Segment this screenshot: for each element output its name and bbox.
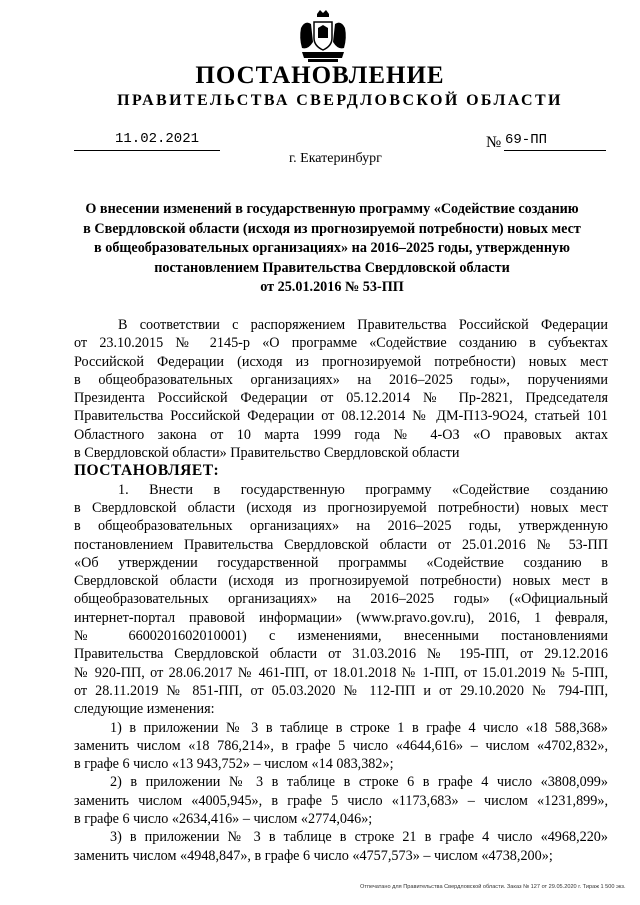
text-line: Российской Федерации (исходя из прогнозируемой потребности) новых мест <box>74 353 608 370</box>
text-line: Свердловской области (исходя из прогнозируемой потребности) новых мест в <box>74 573 608 590</box>
text-line: В соответствии с распоряжением Правительства Российской Федерации <box>118 317 608 333</box>
text-line: Правительства Российской Федерации от 08.12.2014 № ДМ-П13-9О24, статьей 101 <box>74 408 608 425</box>
subitem-3-paragraph <box>74 828 608 865</box>
text-line: 3) в приложении № 3 в таблице в строке 21 в графе 4 число «4968,220» <box>110 829 608 846</box>
print-footer: Отпечатано для Правительства Свердловской области. Заказ № 127 от 29.05.2020 г. Тираж 1 500 экз. <box>360 884 626 890</box>
document-subtitle: ПРАВИТЕЛЬСТВА СВЕРДЛОВСКОЙ ОБЛАСТИ <box>117 92 563 109</box>
subitem-1-paragraph <box>74 719 608 774</box>
text-line: Областного закона от 10 марта 1999 года № 4-ОЗ «О правовых актах <box>74 426 608 443</box>
heading-line: в общеобразовательных организациях» на 2016–2025 годы, утвержденную <box>94 240 570 257</box>
text-line: в графе 6 число «13 943,752» – числом «14 083,382»; <box>74 756 394 773</box>
document-number: 69-ПП <box>505 132 548 148</box>
number-underline <box>504 150 606 151</box>
text-line: «Об утверждении государственной программы «Содействие созданию в <box>74 554 608 571</box>
text-line: в графе 6 число «2634,416» – числом «2774,046»; <box>74 811 373 828</box>
number-sign: № <box>486 134 502 151</box>
document-heading <box>66 200 598 298</box>
text-line: заменить числом «4005,945», в графе 5 число «1173,683» – числом «1231,899», <box>74 792 608 809</box>
document-body <box>74 316 608 865</box>
text-line: в Свердловской области (исходя из прогнозируемой потребности) новых мест <box>74 499 608 516</box>
text-line: общеобразовательных организациях» на 2016–2025 годы» («Официальный <box>74 591 608 608</box>
item-1-paragraph <box>74 481 608 719</box>
text-line: интернет-портал правовой информации» (www.pravo.gov.ru), 2016, 1 февраля, <box>74 609 608 626</box>
text-line: в общеобразовательных организациях» на 2016–2025 годы, утвержденную <box>74 518 608 535</box>
heading-line: постановлением Правительства Свердловской области <box>154 259 510 276</box>
text-line: в Свердловской области» Правительство Свердловской области <box>74 445 460 462</box>
document-title: ПОСТАНОВЛЕНИЕ <box>195 62 445 89</box>
city: г. Екатеринбург <box>289 151 382 166</box>
text-line: Правительства Свердловской области от 31.03.2016 № 195-ПП, от 29.12.2016 <box>74 646 608 663</box>
subitem-2-paragraph <box>74 773 608 828</box>
text-line: 2) в приложении № 3 в таблице в строке 6 в графе 4 число «3808,099» <box>110 774 608 791</box>
resolves-label: ПОСТАНОВЛЯЕТ: <box>74 462 220 480</box>
coat-of-arms-emblem <box>296 8 350 64</box>
text-line: от 23.10.2015 № 2145-р «О программе «Содействие созданию в субъектах <box>74 335 608 352</box>
text-line: от 28.11.2019 № 851-ПП, от 05.03.2020 № 112-ПП и от 29.10.2020 № 794-ПП, <box>74 682 608 699</box>
text-line: в общеобразовательных организациях» на 2016–2025 годы», поручениями <box>74 371 608 388</box>
heading-line: от 25.01.2016 № 53-ПП <box>260 279 404 296</box>
heading-line: О внесении изменений в государственную программу «Содействие созданию <box>85 201 579 217</box>
text-line: следующие изменения: <box>74 701 215 718</box>
text-line: 1. Внести в государственную программу «Содействие созданию <box>118 481 608 498</box>
date-underline <box>74 150 220 151</box>
heading-line: в Свердловской области (исходя из прогнозируемой потребности) новых мест <box>83 220 581 237</box>
text-line: постановлением Правительства Свердловской области от 25.01.2016 № 53-ПП <box>74 536 608 553</box>
text-line: № 920-ПП, от 28.06.2017 № 461-ПП, от 18.01.2018 № 1-ПП, от 15.01.2019 № 5-ПП, <box>74 664 608 681</box>
text-line: 1) в приложении № 3 в таблице в строке 1 в графе 4 число «18 588,368» <box>110 719 608 736</box>
text-line: Президента Российской Федерации от 05.12.2014 № Пр-2821, Председателя <box>74 390 608 407</box>
document-date: 11.02.2021 <box>115 131 200 147</box>
preamble-paragraph <box>74 316 608 462</box>
text-line: № 6600201602010001) с изменениями, внесенными постановлениями <box>74 628 608 645</box>
text-line: заменить числом «18 786,214», в графе 5 число «4644,616» – числом «4702,832», <box>74 737 608 754</box>
text-line: заменить числом «4948,847», в графе 6 число «4757,573» – числом «4738,200»; <box>74 847 553 864</box>
